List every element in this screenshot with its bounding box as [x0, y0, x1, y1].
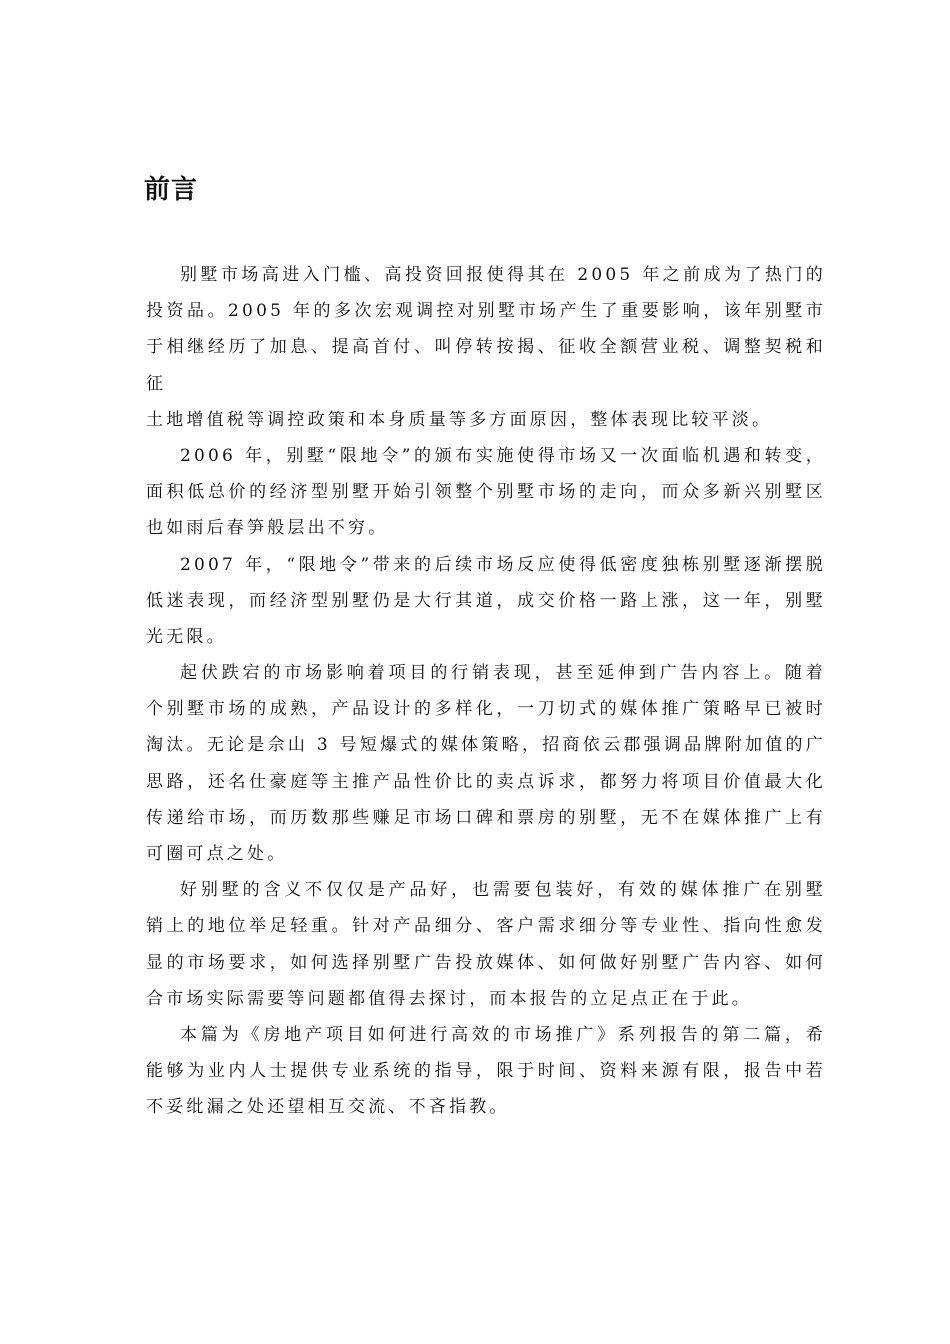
- text-line: 也如雨后春笋般层出不穷。: [146, 518, 389, 539]
- text-line: 土地增值税等调控政策和本身质量等多方面原因，整体表现比较平淡。: [146, 409, 773, 430]
- text-line: 投资品。2005 年的多次宏观调控对别墅市场产生了重要影响，该年别墅市: [146, 301, 826, 322]
- text-line: 2007 年，“限地令”带来的后续市场反应使得低密度独栋别墅逐渐摆脱: [180, 554, 826, 575]
- text-line: 合市场实际需要等问题都值得去探讨，而本报告的立足点正在于此。: [146, 988, 752, 1009]
- text-line: 别墅市场高进入门槛、高投资回报使得其在 2005 年之前成为了热门的: [180, 265, 826, 285]
- text-line: 光无限。: [146, 626, 227, 647]
- text-line: 传递给市场，而历数那些赚足市场口碑和票房的别墅，无不在媒体推广上有: [146, 807, 826, 828]
- text-line: 能够为业内人士提供专业系统的指导，限于时间、资料来源有限，报告中若: [146, 1061, 826, 1082]
- text-line: 思路，还名仕豪庭等主推产品性价比的卖点诉求，都努力将项目价值最大化: [146, 771, 826, 792]
- text-line: 销上的地位举足轻重。针对产品细分、客户需求细分等专业性、指向性愈发: [146, 916, 826, 937]
- text-line: 起伏跌宕的市场影响着项目的行销表现，甚至延伸到广告内容上。随着: [180, 663, 826, 684]
- text-line: 征: [146, 373, 167, 394]
- text-line: 2006 年，别墅“限地令”的颁布实施使得市场又一次面临机遇和转变，: [180, 445, 826, 466]
- text-line: 淘汰。无论是佘山 3 号短爆式的媒体策略，招商依云郡强调品牌附加值的广: [146, 735, 826, 756]
- text-line: 显的市场要求，如何选择别墅广告投放媒体、如何做好别墅广告内容、如何: [146, 952, 826, 973]
- text-line: 本篇为《房地产项目如何进行高效的市场推广》系列报告的第二篇，希: [180, 1024, 826, 1045]
- text-line: 好别墅的含义不仅仅是产品好，也需要包装好，有效的媒体推广在别墅: [180, 880, 826, 901]
- body-text: [146, 257, 826, 1126]
- text-line: 不妥纰漏之处还望相互交流、不吝指教。: [146, 1097, 510, 1118]
- text-line: 个别墅市场的成熟，产品设计的多样化，一刀切式的媒体推广策略早已被时: [146, 699, 826, 720]
- text-line: 面积低总价的经济型别墅开始引领整个别墅市场的走向，而众多新兴别墅区: [146, 482, 826, 503]
- text-line: 于相继经历了加息、提高首付、叫停转按揭、征收全额营业税、调整契税和: [146, 337, 826, 358]
- text-line: 可圈可点之处。: [146, 844, 288, 864]
- page-title: 前言: [144, 175, 199, 205]
- text-line: 低迷表现，而经济型别墅仍是大行其道，成交价格一路上涨，这一年，别墅: [146, 590, 826, 611]
